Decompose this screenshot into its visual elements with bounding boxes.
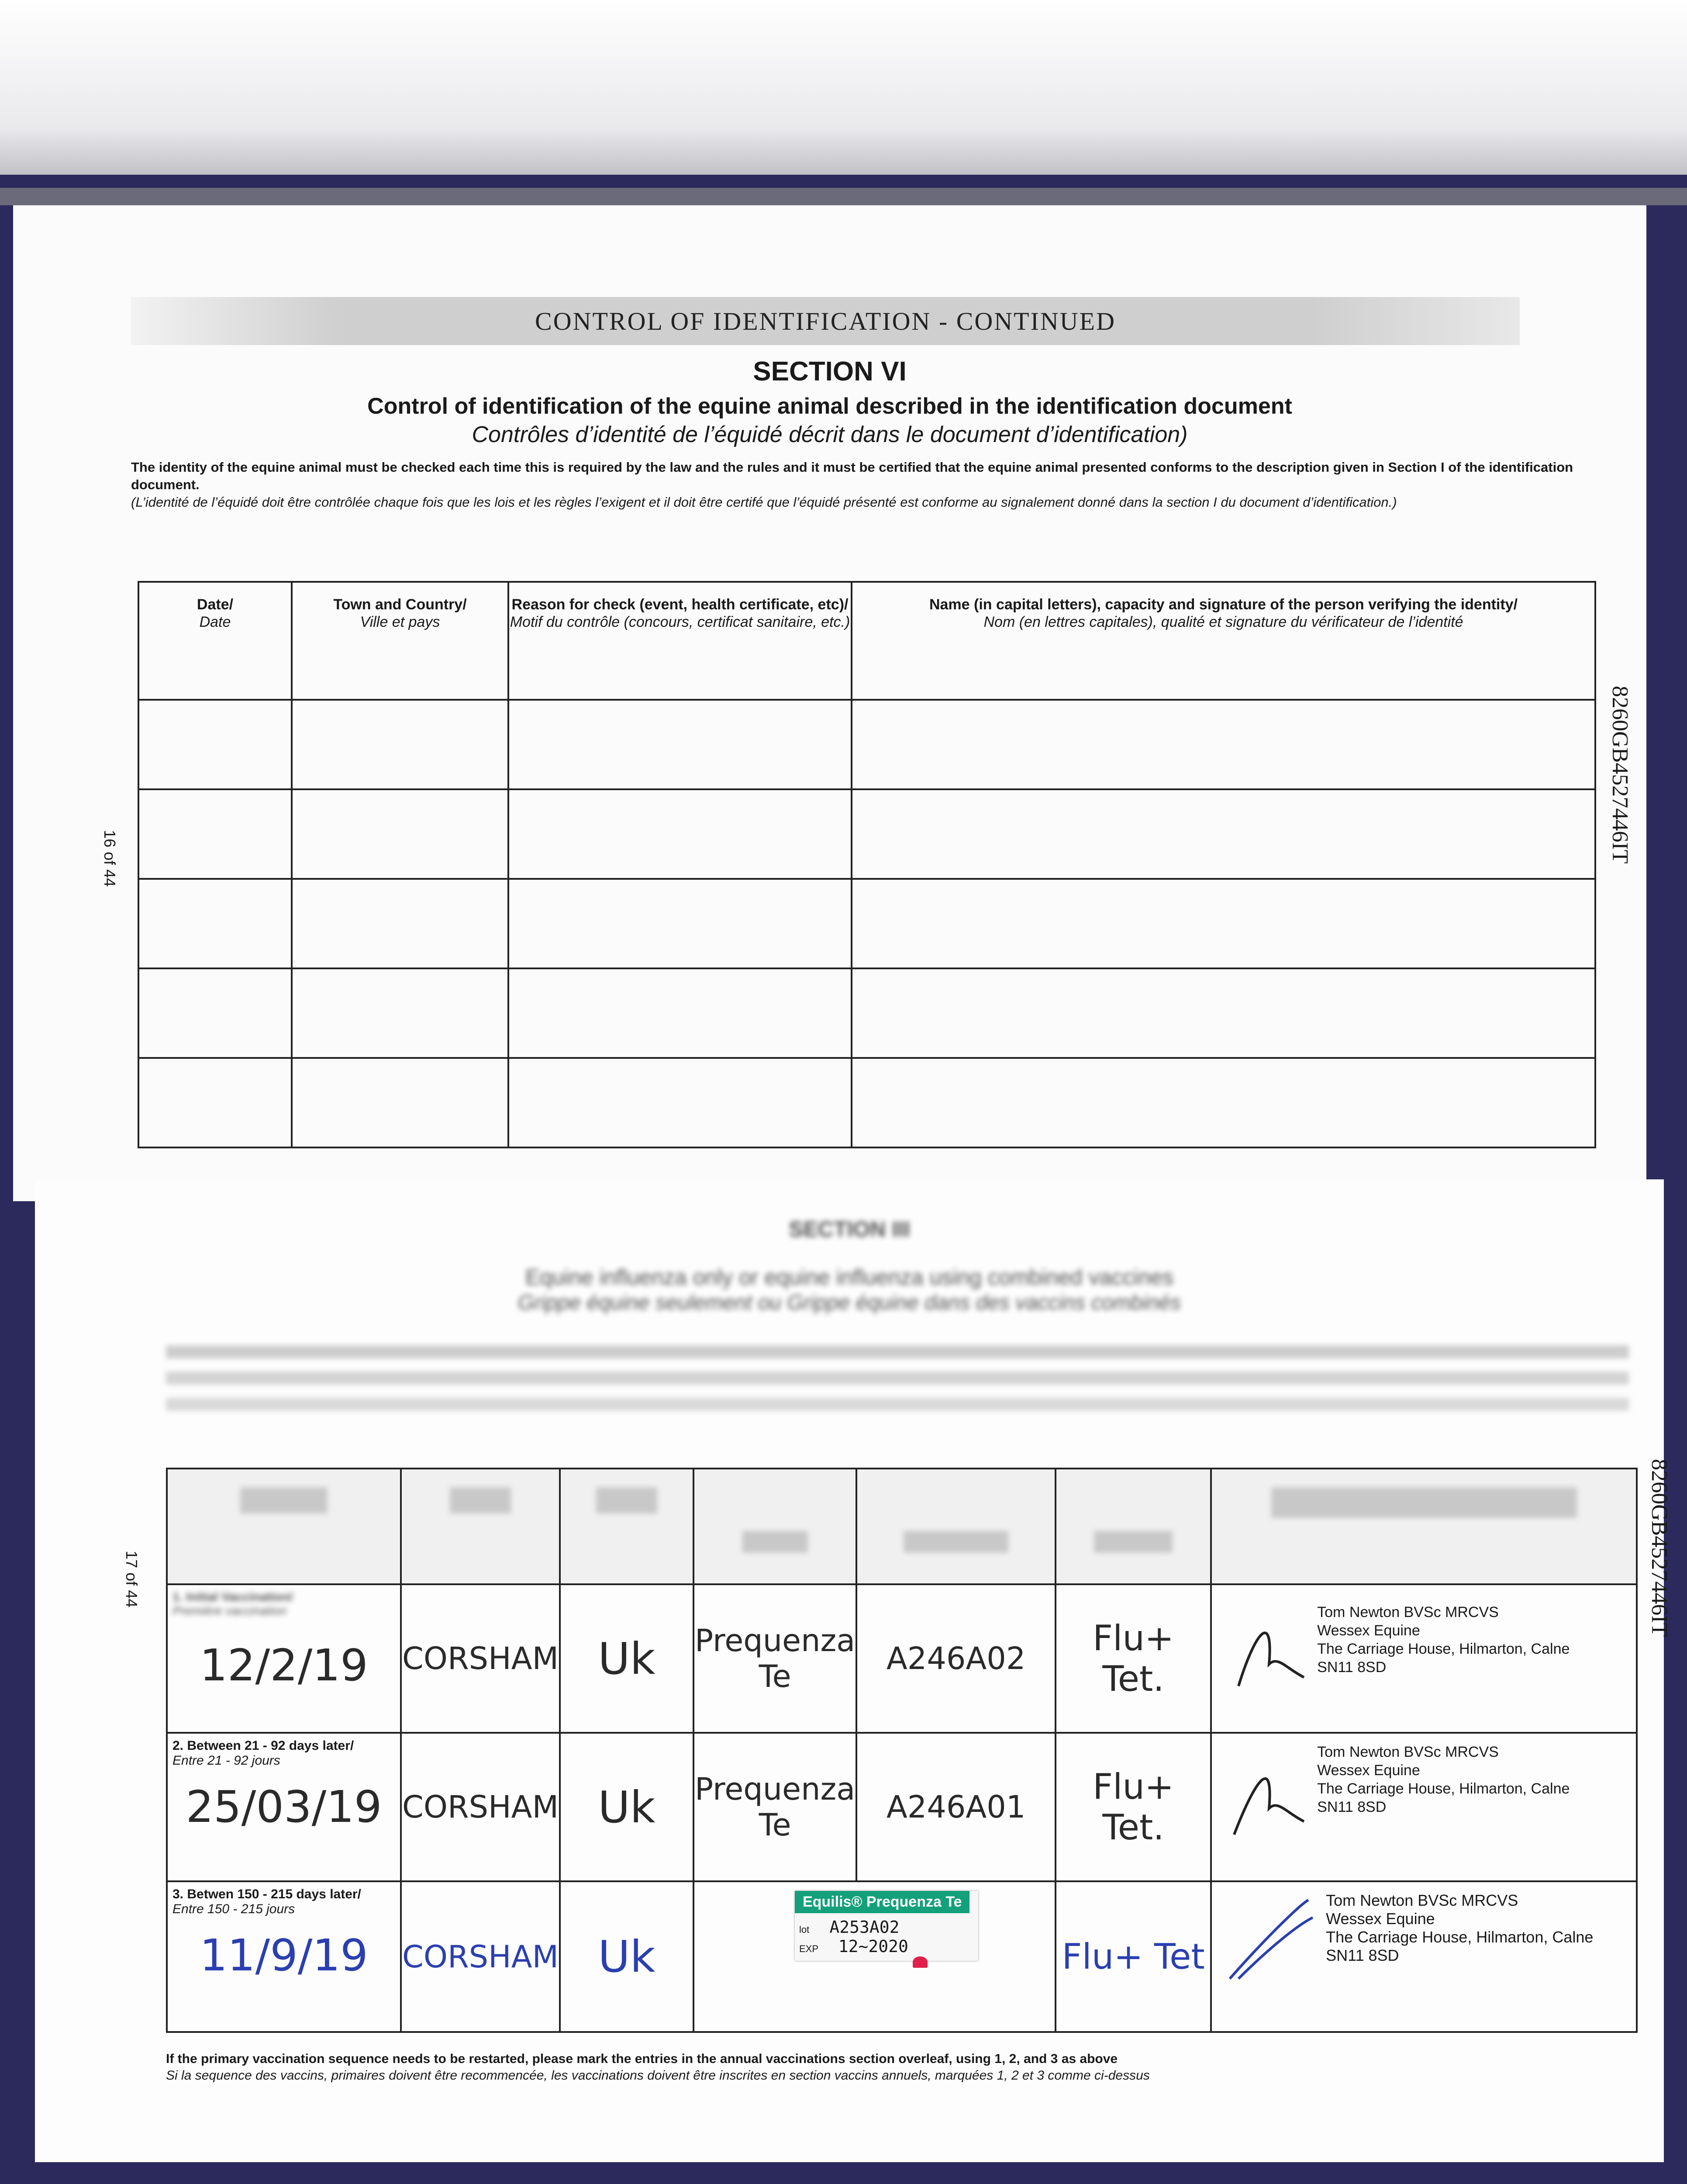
table-row <box>138 968 1595 1058</box>
vet-stamp: Tom Newton BVSc MRCVS Wessex Equine The Carriage House, Hilmarton, Calne SN11 8SD <box>1211 1881 1637 2032</box>
intro-text <box>131 459 1581 511</box>
blurred-instructions <box>166 1372 1629 1385</box>
signature-mark <box>1221 1603 1308 1690</box>
table-row <box>167 1733 1637 1881</box>
intro-english: The identity of the equine animal must be checked each time this is required by the law and the rules and it must be certified that the equine animal presented conforms to the description given in Section I of the identification document. <box>131 460 1573 492</box>
row-label: 3. Betwen 150 - 215 days later/ Entre 150 - 215 jours 11/9/19 <box>167 1881 401 2032</box>
handwritten-disease: Flu+ Tet <box>1056 1881 1211 2032</box>
handwritten-place: CORSHAM <box>401 1733 560 1881</box>
vet-stamp: Tom Newton BVSc MRCVS Wessex Equine The Carriage House, Hilmarton, Calne SN11 8SD <box>1211 1584 1637 1733</box>
footnote-french: Si la sequence des vaccins, primaires doivent être recommencée, les vaccinations doivent être inscrites en section vaccins annuels, marquées 1, 2 et 3 comme ci-dessus <box>166 2068 1150 2083</box>
signature-mark <box>1221 1891 1317 1987</box>
signature-mark <box>1221 1743 1308 1839</box>
column-vaccine-name <box>693 1469 856 1584</box>
passport-id-number: 8260GB4527446IT <box>1608 686 1632 864</box>
handwritten-batch: A246A02 <box>856 1584 1056 1733</box>
column-country <box>560 1469 693 1584</box>
handwritten-vaccine-name: Prequenza Te <box>693 1584 856 1733</box>
footnote <box>166 2051 1638 2084</box>
blurred-instructions <box>166 1345 1629 1358</box>
vaccination-table <box>166 1468 1638 2033</box>
table-row <box>138 879 1595 968</box>
sticker-expiry: 12~2020 <box>838 1937 908 1956</box>
handwritten-disease: Flu+ Tet. <box>1056 1733 1211 1881</box>
handwritten-date: 25/03/19 <box>186 1781 382 1832</box>
row-label: 2. Between 21 - 92 days later/ Entre 21 - 92 jours 25/03/19 <box>167 1733 401 1881</box>
vet-stamp: Tom Newton BVSc MRCVS Wessex Equine The Carriage House, Hilmarton, Calne SN11 8SD <box>1211 1733 1637 1881</box>
sticker-brand: Equilis® Prequenza Te <box>795 1891 970 1913</box>
table-header-row <box>138 582 1595 700</box>
intro-french: (L’identité de l’équidé doit être contrôlée chaque fois que les lois et les règles l’exigent et il doit être certifé que l’équidé présenté est conforme au signalement donné dans la section I du document d’identification.) <box>131 494 1397 510</box>
section-title: SECTION III <box>789 1217 910 1241</box>
table-row <box>167 1584 1637 1733</box>
column-place <box>401 1469 560 1584</box>
column-verifier: Name (in capital letters), capacity and signature of the person verifying the identity/ Nom (en lettres capitales), qualité et signature du vérificateur de l’identité <box>852 582 1595 700</box>
table-row <box>138 700 1595 789</box>
handwritten-disease: Flu+ Tet. <box>1056 1584 1211 1733</box>
handwritten-date: 12/2/19 <box>200 1640 368 1691</box>
scan-background <box>0 0 1687 183</box>
handwritten-place: CORSHAM <box>401 1584 560 1733</box>
vaccine-sticker-cell <box>693 1881 1056 2032</box>
vaccine-sticker: Equilis® Prequenza Te lot A253A02 EXP 12~2020 <box>795 1891 978 1961</box>
heading-french: Contrôles d’identité de l’équidé décrit dans le document d’identification) <box>472 422 1188 447</box>
identification-check-table <box>138 581 1596 1148</box>
blurred-instructions <box>166 1398 1629 1411</box>
column-disease <box>1056 1469 1211 1584</box>
sticker-lot: A253A02 <box>829 1918 900 1937</box>
page-number: 16 of 44 <box>101 830 119 887</box>
passport-id-number: 8260GB4527446IT <box>1647 1459 1672 1637</box>
red-ink-mark <box>913 1956 928 1968</box>
column-veterinarian <box>1211 1469 1637 1584</box>
plastic-sleeve-edge <box>0 188 1687 205</box>
handwritten-place: CORSHAM <box>401 1881 560 2032</box>
row-label: 1. Initial Vaccination/ Première vaccination 12/2/19 <box>167 1584 401 1733</box>
column-town: Town and Country/ Ville et pays <box>292 582 508 700</box>
handwritten-country: Uk <box>560 1584 693 1733</box>
heading-english: Equine influenza only or equine influenza using combined vaccines <box>525 1265 1174 1289</box>
column-date <box>167 1469 401 1584</box>
heading-french: Grippe équine seulement ou Grippe équine dans des vaccins combinés <box>517 1291 1181 1314</box>
handwritten-batch: A246A01 <box>856 1733 1056 1881</box>
column-batch-number <box>856 1469 1056 1584</box>
page-17 <box>35 1179 1672 2162</box>
table-row <box>138 1058 1595 1147</box>
handwritten-country: Uk <box>560 1733 693 1881</box>
handwritten-country: Uk <box>560 1881 693 2032</box>
table-row <box>138 789 1595 879</box>
section-title: SECTION VI <box>753 356 907 387</box>
heading-english: Control of identification of the equine animal described in the identification document <box>367 394 1292 419</box>
handwritten-vaccine-name: Prequenza Te <box>693 1733 856 1881</box>
page-16 <box>13 205 1646 1201</box>
column-reason: Reason for check (event, health certificate, etc)/ Motif du contrôle (concours, certificat sanitaire, etc.) <box>508 582 852 700</box>
column-date: Date/ Date <box>138 582 292 700</box>
handwritten-date: 11/9/19 <box>200 1930 368 1981</box>
page-banner: CONTROL OF IDENTIFICATION - CONTINUED <box>131 297 1520 345</box>
table-header-row <box>167 1469 1637 1584</box>
page-number: 17 of 44 <box>123 1551 141 1608</box>
table-row <box>167 1881 1637 2032</box>
footnote-english: If the primary vaccination sequence needs to be restarted, please mark the entries in the annual vaccinations section overleaf, using 1, 2, and 3 as above <box>166 2052 1118 2066</box>
